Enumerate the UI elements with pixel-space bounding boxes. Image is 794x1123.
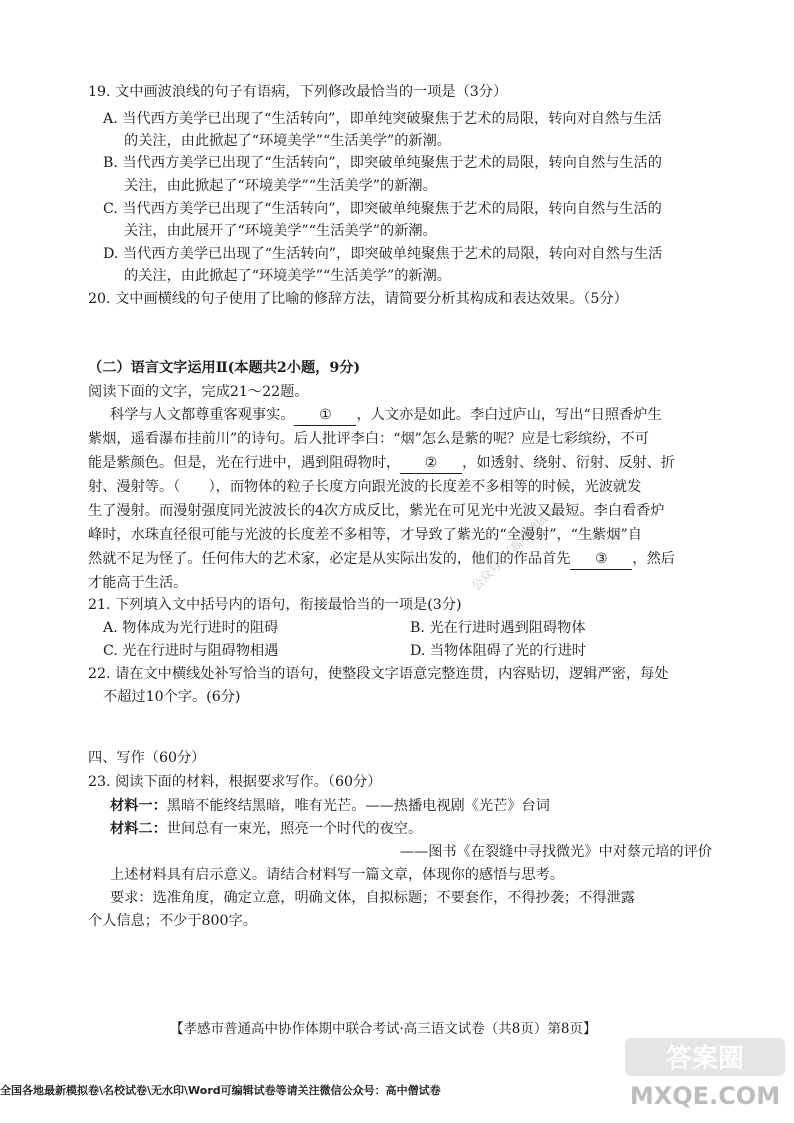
q22-line2: 不超过10个字。(6分) (103, 689, 241, 705)
material-2-text: 世间总有一束光，照亮一个时代的夜空。 (166, 821, 423, 837)
passage-line1-end: ，人文亦是如此。李白过庐山，写出“日照香炉生 (356, 407, 662, 423)
logo-url: MXQE.COM (629, 1082, 781, 1110)
passage-line1-start: 科学与人文都尊重客观事实。 (110, 407, 295, 423)
section4-title: 四、写作（60分） (88, 750, 206, 766)
q19-stem: 19. 文中画波浪线的句子有语病，下列修改最恰当的一项是（3分） (88, 84, 508, 100)
blank-2: ② (400, 453, 462, 474)
q21-option-a: A. 物体成为光行进时的阻碍 (103, 620, 279, 636)
passage-line7-end: ，然后 (632, 551, 675, 567)
watermark-text: 公众号：《高中僧试卷》 (468, 494, 568, 594)
q19-option-b-line2: 关注，由此掀起了“环境美学”“生活美学”的新潮。 (124, 178, 437, 194)
q19-option-d-line1: D. 当代西方美学已出现了“生活转向”，即突破单纯聚焦于艺术的局限，转向对自然与生活 (103, 246, 663, 262)
passage-line7-start: 然就不足为怪了。任何伟大的艺术家，必定是从实际出发的，他们的作品首先 (88, 551, 571, 567)
site-logo (620, 1030, 790, 1115)
q23-stem: 23. 阅读下面的材料，根据要求写作。（60分） (88, 774, 382, 790)
blank-1: ① (294, 405, 356, 426)
q19-option-c-line2: 关注，由此展开了“环境美学”“生活美学”的新潮。 (124, 223, 437, 239)
passage-line3 (88, 453, 675, 474)
passage-line3-start: 能是紫颜色。但是，光在行进中，遇到阻碍物时， (88, 455, 401, 471)
q19-option-c-line1: C. 当代西方美学已出现了“生活转向”，即突破单纯聚焦于艺术的局限，转向自然与生活的 (103, 201, 662, 217)
bottom-promo-bar: 全国各地最新模拟卷\名校试卷\无水印\Word可编辑试卷等请关注微信公众号：高中僧试卷 (0, 1084, 441, 1097)
passage-line8: 才能高于生活。 (88, 575, 188, 591)
material-2-source: ——图书《在裂缝中寻找微光》中对蔡元培的评价 (399, 844, 712, 860)
q21-stem: 21. 下列填入文中括号内的语句，衔接最恰当的一项是(3分) (88, 597, 462, 613)
material-2-label: 材料二： (110, 821, 167, 837)
passage-line4: 射、漫射等。（ ），而物体的粒子长度方向跟光波的长度差不多相等的时候，光波就发 (88, 479, 642, 495)
passage-line7 (88, 549, 675, 570)
page-footer: 【孝感市普通高中协作体期中联合考试·高三语文试卷（共8页）第8页】 (170, 1021, 597, 1037)
passage-line6: 峰时，水珠直径很可能与光波的长度差不多相等，才导致了紫光的“全漫射”，“生紫烟”自 (88, 527, 642, 543)
q19-option-b-line1: B. 当代西方美学已出现了“生活转向”，即突破单纯聚焦于艺术的局限，转向自然与生活的 (103, 155, 662, 171)
requirements-line2: 个人信息；不少于800字。 (88, 913, 257, 929)
q19-option-d-line2: 的关注，由此掀起了“环境美学”“生活美学”的新潮。 (124, 268, 451, 284)
q22-line1: 22. 请在文中横线处补写恰当的语句，使整段文字语意完整连贯，内容贴切，逻辑严密，每处 (88, 666, 669, 682)
passage-line5: 生了漫射。而漫射强度同光波波长的4次方成反比，紫光在可见光中光波又最短。李白看香炉 (88, 503, 665, 519)
passage-line3-end: ，如透射、绕射、衍射、反射、折 (462, 455, 675, 471)
q20-stem: 20. 文中画横线的句子使用了比喻的修辞方法，请简要分析其构成和表达效果。（5分） (88, 291, 628, 307)
q19-option-a-line2: 的关注，由此掀起了“环境美学”“生活美学”的新潮。 (124, 133, 451, 149)
passage-line1 (110, 405, 662, 426)
q21-option-c: C. 光在行进时与阻碍物相遇 (103, 643, 279, 659)
material-1-label: 材料一： (110, 798, 167, 814)
section2-title: （二）语言文字运用Ⅱ(本题共2小题，9分) (88, 360, 361, 376)
logo-text: 答案圈 (665, 1044, 745, 1074)
q19-option-a-line1: A. 当代西方美学已出现了“生活转向”，即单纯突破聚焦于艺术的局限，转向对自然与生活 (103, 111, 662, 127)
q21-option-d: D. 当物体阻碍了光的行进时 (410, 643, 586, 659)
requirements-line1: 要求：选准角度，确定立意，明确文体，自拟标题；不要套作，不得抄袭；不得泄露 (110, 890, 635, 906)
material-1 (110, 796, 550, 816)
section2-intro: 阅读下面的文字，完成21～22题。 (88, 384, 309, 400)
passage-line2: 紫烟，遥看瀑布挂前川”的诗句。后人批评李白：“烟”怎么是紫的呢？应是七彩缤纷，不可 (88, 431, 649, 447)
material-2 (110, 819, 422, 839)
material-1-text: 黑暗不能终结黑暗，唯有光芒。——热播电视剧《光芒》台词 (166, 798, 550, 814)
writing-prompt: 上述材料具有启示意义。请结合材料写一篇文章，体现你的感悟与思考。 (110, 867, 565, 883)
blank-3: ③ (570, 549, 632, 570)
q21-option-b: B. 光在行进时遇到阻碍物体 (410, 620, 586, 636)
